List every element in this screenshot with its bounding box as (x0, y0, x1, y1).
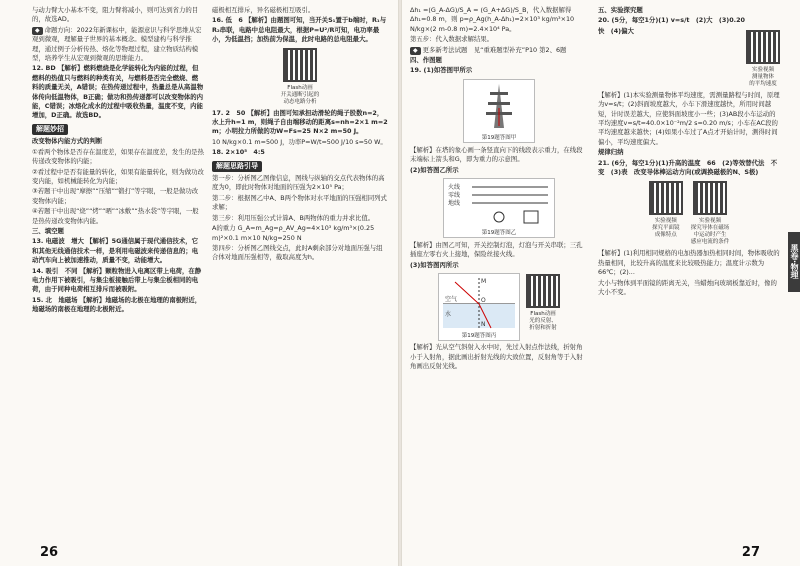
paragraph: 命题方向：2022年新课标中，能源意识与科学思维从宏观到微观，理解量子世界的基本概念。模型建构与科学推理，通过例子分析传热、熔化等物理过程，建立物质结构模型，培养学生从宏观到微观的思维能力。 (32, 25, 202, 63)
flash-qr-refraction[interactable] (526, 274, 560, 340)
paragraph: Δh₁ =(G_A-ΔG)/S_A = (G_A+ΔG)/S_B，代入数据解得 Δh₁=0.8 m，则 p=ρ_Ag(h_A-Δh₁)=2×10³ kg/m³×10 N/kg×(2 m-0.8 m)=2.4×10⁴ Pa。 (410, 6, 575, 33)
section-heading-tip: 解题妙招 (32, 124, 68, 135)
qr-caption: 实验视频 测量物体 的平均速度 (749, 66, 777, 87)
tower-icon (464, 80, 534, 132)
paragraph: 【解析】光从空气斜射入水中时，先过入射点作法线，折射角小于入射角，据此画出折射光线的大致位置，反射角等于入射角画出反射光线。 (410, 343, 583, 371)
circuit-label: 地线 (448, 200, 461, 208)
step: A的重力 G_A=m_Ag=ρ_AV_Ag=4×10³ kg/m³×(0.25 m)²×0.1 m×10 N/kg=250 N (212, 224, 375, 242)
right-column-2 (598, 6, 780, 299)
qr-row (598, 178, 780, 249)
question-20-cont: 快 (4)偏大 (598, 26, 634, 35)
refraction-label: N (481, 321, 486, 329)
tip-point: ④若题干中出现“烧”“烤”“晒”“冰敷”“热水袋”等字眼，一般是热传递改变物体内能。 (32, 207, 199, 225)
paragraph: 【解析】(1)本实验测量物体平均速度，需测量路程与时间，原理为v=s/t；(2)斜面坡度越大，小车下滑速度越快，所用时间越短，计时误差越大，应使斜面坡度小一些；(3)AB段小车运动的平均速度v=s/t=40.0×10⁻²m/2 s=0.20 m/s；小车在AC段的平均速度越来越快；(4)如果小车过了A点才开始计时，测得时间偏小，平均速度偏大。 (598, 90, 780, 146)
paragraph: 【解析】(1)利用相同规格的电加热器加热相同时间，物体吸收的热量相同，比较升高的温度来比较吸热能力；温度计示数为66℃；(2)... (598, 249, 780, 277)
video-qr-2[interactable] (649, 181, 683, 246)
video-qr-3[interactable] (691, 181, 730, 246)
section-title-experiment: 五、实验探究题 (598, 6, 643, 14)
right-column-1 (410, 6, 588, 373)
paragraph: 10 N/kg×0.1 m=500 J，功率P=W/t=500 J/10 s=50 W。 (212, 137, 387, 146)
tip-title: 改变物体内能方式的判断 (32, 137, 103, 146)
figure-row (410, 271, 588, 343)
direction-tag: ◆ (32, 27, 43, 35)
paragraph: 【解析】在塔的象心画一条竖直向下的线段表示重力，在线段末端标上箭头和G，即为重力的示意图。 (410, 145, 583, 164)
question-19-1: 19. (1)如答图甲所示 (410, 66, 473, 75)
figure-circuit (443, 178, 555, 238)
paragraph: 第五步：代入数据求解结果。 (410, 35, 494, 44)
paragraph: 磁极相互排斥，异名磁极相互吸引。 (212, 6, 315, 14)
refraction-diagram (439, 274, 519, 330)
refraction-label: O (481, 297, 486, 305)
section-title-fill: 三、填空题 (32, 226, 64, 235)
step: 第二步：根据图乙中A、B两个物体对水平地面的压强相同列式求解； (212, 193, 387, 212)
circuit-label: 火线 (448, 184, 461, 192)
more-tag: ◆ (410, 47, 421, 55)
left-column-1 (32, 6, 204, 316)
section-heading-guide: 解题思路引导 (212, 161, 262, 172)
qr-caption: 实验视频 探究平面镜 成像特点 (651, 218, 680, 239)
qr-code-icon (526, 274, 560, 308)
page-number-left: 26 (40, 545, 59, 560)
qr-caption: Flash动画 光的反射、 折射和折射 (529, 311, 557, 332)
question-16: 16. 低 6 【解析】由题图可知，当开关S₁置于b端时，R₁与R₂串联，电路中总电阻最大，根据P=U²/R可知，电功率最小，为低温挡；加热前为保温，此时电路的总电阻最大。 (212, 16, 387, 44)
rule-summary: 规律归纳 (598, 148, 624, 157)
circuit-diagram (444, 179, 554, 227)
circuit-label: 零线 (448, 192, 461, 200)
left-column-2 (212, 6, 388, 264)
question-19-3: (3)如答图丙所示 (410, 260, 459, 269)
step: 第四步：分析图乙图线交点，此时A剩余部分对地面压强与组合体对地面压强相等，截取高度为h。 (212, 243, 383, 262)
figure-tower (463, 79, 535, 143)
section-title-draw: 四、作图题 (410, 56, 442, 65)
question-12: 12. BD 【解析】燃料燃烧是化学能转化为内能的过程，但燃料的热值只与燃料的种类有关，与燃料是否完全燃烧、燃料的质量无关，A错误；在热传递过程中，热量总是从高温物体传向低温物体，B正确；做功和热传递都可以改变物体的内能，C错误；冰熔化成水的过程中吸收热量，温度不变，内能增加，D正确。故选BD。 (32, 64, 204, 120)
tip-point: ①看两个物体是否存在温度差，如果存在温度差，发生的是热传递改变物体的内能； (32, 147, 204, 166)
paragraph: 大小与物体到平面镜的距离无关，当蜡烛向玻璃板靠近时，像的大小不变。 (598, 278, 777, 297)
step: 第一步：分析图乙图像信息，图线与纵轴的交点代表物体的高度为0，即此时物体对地面的压强为2×10⁵ Pa； (212, 174, 385, 192)
figure-caption: 第19题答图乙 (481, 230, 517, 237)
figure-caption: 第19题答图甲 (481, 134, 517, 141)
left-page (0, 0, 398, 566)
paragraph: 与动力臂大小基本不变，阻力臂将减小，则可达到省力的目的，故选AD。 (32, 6, 199, 24)
right-page (402, 0, 800, 566)
qr-caption: Flash动画 开关通断引起的 动态电路分析 (280, 84, 320, 105)
qr-caption: 实验视频 探究导体在磁场 中运动时产生 感应电流的条件 (690, 218, 730, 246)
refraction-label: 空气 (445, 296, 458, 304)
question-19-2: (2)如答图乙所示 (410, 165, 459, 174)
question-17: 17. 2 50 【解析】由图可知承担动滑轮的绳子股数n=2，水上升h=1 m，则绳子自由端移动的距离s=nh=2×1 m=2 m；小明拉力所做的功W=Fs=25 N×2 m=50 J。 (212, 108, 388, 136)
side-tab: 黑卷·物理 (788, 232, 800, 292)
more-link[interactable]: 更多新考法试题 见“重难题型补充”P10 第2、6题 (422, 45, 567, 54)
paragraph: 【解析】由图乙可知，开关控制灯泡，灯泡与开关串联；三孔插座左零右火上接地，保险丝接火线。 (410, 241, 583, 259)
qr-code-icon (649, 181, 683, 215)
tip-point: ③若题干中出现“摩擦”“压缩”“锻打”等字眼，一般是做功改变物体内能； (32, 187, 199, 205)
tip-point: ②看过程中是否有能量的转化，如果有能量转化，则为做功改变内能，如机械能转化为内能； (32, 167, 204, 185)
qr-code-icon (693, 181, 727, 215)
question-13: 13. 电磁波 增大 【解析】5G通信属于现代通信技术，它和其他无线通信技术一样，是利用电磁波来传递信息的；电动汽车向上被加速推动，质量不变，动能增大。 (32, 237, 199, 265)
figure-caption: 第19题答图丙 (461, 333, 497, 340)
figure-refraction (438, 273, 520, 341)
question-15: 15. 北 地磁场 【解析】地磁场的北极在地理的南极附近，地磁场的南极在地理的北极附近。 (32, 295, 202, 314)
qr-code-icon (746, 30, 780, 64)
refraction-label: M (481, 278, 487, 286)
question-21: 21. (6分，每空1分)(1)升高的温度 66 (2)等效替代法 不变 (3)表 改变导体棒运动方向(或调换磁极的N、S极) (598, 158, 778, 177)
question-18: 18. 2×10⁵ 4:5 (212, 148, 265, 157)
refraction-label: 水 (445, 311, 452, 319)
flash-qr[interactable] (212, 48, 388, 106)
question-14: 14. 吸引 不同 【解析】颗粒物进入电离区带上电荷，在静电力作用下被吸引，与集尘板接触后带上与集尘板相同的电荷，由于同种电荷相互排斥而被吸附。 (32, 266, 202, 294)
page-number-right: 27 (741, 545, 760, 560)
question-20: 20. (5分，每空1分)(1) v=s/t (2)大 (3)0.20 (598, 16, 745, 25)
qr-code-icon (283, 48, 317, 82)
video-qr-1[interactable] (746, 30, 780, 88)
step: 第三步：利用压强公式计算A、B两物体的重力并求比值。 (212, 213, 375, 222)
